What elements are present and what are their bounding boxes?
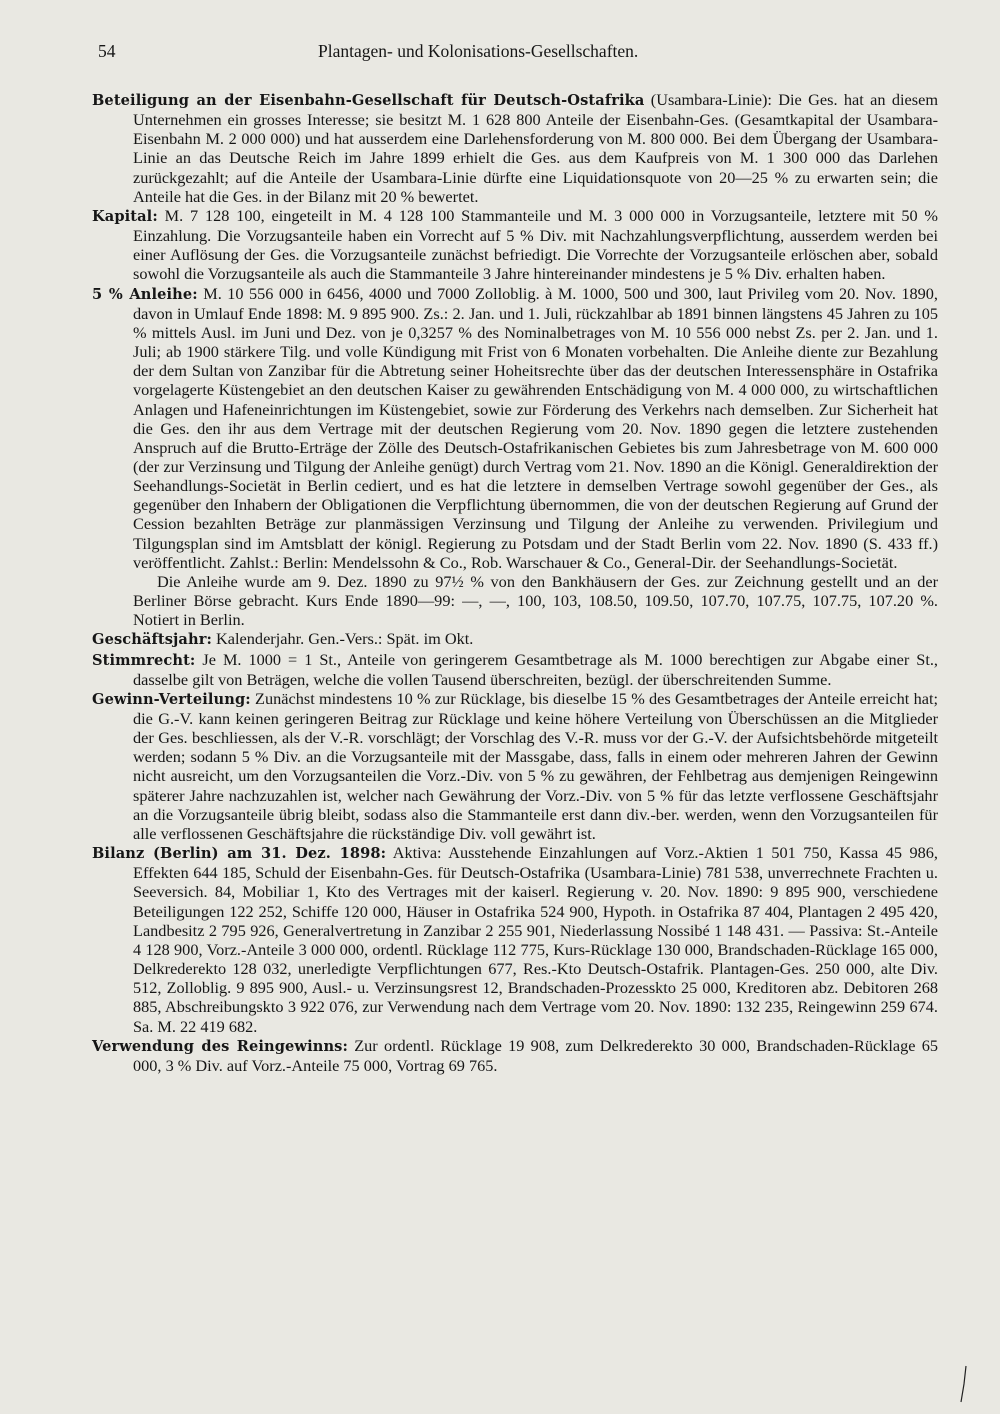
section-verwendung	[92, 1036, 938, 1075]
section-bilanz	[92, 843, 938, 1036]
section-anleihe	[92, 284, 938, 572]
running-title: Plantagen- und Kolonisations-Gesellschaften.	[318, 41, 639, 61]
section-anleihe-continuation: Die Anleihe wurde am 9. Dez. 1890 zu 97½ % von den Bankhäusern der Ges. zur Zeichnung gestellt und an der Berliner Börse gebracht. Kurs Ende 1890—99: —, —, 100, 103, 108.50, 109.50, 107.70, 107.75, 107.75, 107.20 %. Notiert in Berlin.	[133, 571, 938, 630]
section-text: Zunächst mindestens 10 % zur Rücklage, bis dieselbe 15 % des Gesamtbetrages der Anteile erreicht hat; die G.-V. kann keinen geringeren Beitrag zur Rücklage und keine höhere Verteilung von Überschüssen an die Mitglieder der Ges. beschliessen, als der V.-R. vorschlägt; der Vorschlag des V.-R. muss vor der G.-V. der Aufsichtsbehörde mitgeteilt werden; sodann 5 % Div. an die Vorzugsanteile mit der Massgabe, dass, falls in einem oder mehreren Jahren der Gewinn nicht ausreicht, um den Vorzugsanteilen die Vorz.-Div. von 5 % zu gewähren, der Fehlbetrag aus demjenigen Reingewinn späterer Jahre nachzuzahlen ist, welcher nach Gewährung der Vorz.-Div. von 5 % für das letzte verflossene Geschäftsjahr an die Vorzugsanteile übrig bleibt, sodass also die Stammanteile erst dann div.-ber. werden, wenn den Vorzugsanteilen für alle verflossenen Geschäftsjahre die rückständige Div. voll gewährt ist.	[133, 688, 938, 843]
section-text: M. 10 556 000 in 6456, 4000 und 7000 Zolloblig. à M. 1000, 500 und 300, laut Privileg vom 20. Nov. 1890, davon in Umlauf Ende 1898: M. 9 895 900. Zs.: 2. Jan. und 1. Juli, rückzahlbar ab 1891 binnen längstens 45 Jahren zu 105 % mittels Ausl. im Juni und Dez. von je 0,3257 % des Nominalbetrages von M. 10 556 000 nebst Zs. per 2. Jan. und 1. Juli; ab 1900 stärkere Tilg. und volle Kündigung mit Frist von 6 Monaten vorbehalten. Die Anleihe diente zur Bezahlung der dem Sultan von Zanzibar für die Abtretung seiner Hoheitsrechte über das der deutschen Interessensphäre in Ostafrika vorgelagerte Küstengebiet an den deutschen Kaiser zu gewährenden Entschädigung von M. 4 000 000, zu wirtschaftlichen Anlagen und Hafeneinrichtungen im Küstengebiet, sowie zur Förderung des Verkehrs nach demselben. Zur Sicherheit hat die Ges. den ihr aus dem Vertrage mit der deutschen Regierung vom 20. Nov. 1890 gegen die letztere zustehenden Anspruch auf die Brutto-Erträge der Zölle des Deutsch-Ostafrikanischen Gebietes bis zum Jahresbetrage von M. 600 000 (der zur Verzinsung und Tilgung der Anleihe genügt) durch Vertrag vom 21. Nov. 1890 an die Königl. Generaldirektion der Seehandlungs-Societät in Berlin cediert, und es hat die letztere in demselben Vertrage sowohl gegenüber der Ges., als gegenüber den Inhabern der Obligationen die Verpflichtung übernommen, die von der deutschen Regierung auf Grund der Cession bezahlten Beträge zur planmässigen Verzinsung und Tilgung der Anleihe zu verwenden. Privilegium und Tilgungsplan sind im Amtsblatt der königl. Regierung zu Potsdam und der Stadt Berlin vom 22. Nov. 1890 (S. 433 ff.) veröffentlicht. Zahlst.: Berlin: Mendelssohn & Co., Rob. Warschauer & Co., General-Dir. der Seehandlungs-Societät.	[133, 283, 938, 572]
section-stimmrecht	[92, 650, 938, 689]
section-heading: Gewinn-Verteilung:	[92, 690, 251, 708]
page-header	[98, 41, 938, 67]
section-text: Aktiva: Ausstehende Einzahlungen auf Vorz.-Aktien 1 501 750, Kassa 45 986, Effekten 644 185, Schuld der Eisenbahn-Ges. für Deutsch-Ostafrika (Usambara-Linie) 781 538, unverrechnete Frachten u. Seeversich. 84, Mobiliar 1, Kto des Vertrages mit der kaiserl. Regierung v. 20. Nov. 1890: 9 895 900, verschiedene Beteiligungen 122 252, Schiffe 120 000, Häuser in Ostafrika 524 900, Hypoth. in Ostafrika 87 404, Plantagen 2 495 420, Landbesitz 2 795 926, Generalvertretung in Zanzibar 2 255 901, Niederlassung Nossibé 1 148 431. — Passiva: St.-Anteile 4 128 900, Vorz.-Anteile 3 000 000, ordentl. Rücklage 112 775, Kurs-Rücklage 130 000, Brandschaden-Rücklage 165 000, Delkrederekto 128 032, unerledigte Verpflichtungen 677, Res.-Kto Deutsch-Ostafrik. Plantagen-Ges. 250 000, alte Div. 512, Zolloblig. 9 895 900, Ausl.- u. Verzinsungsrest 12, Brandschaden-Prozesskto 25 000, Kreditoren abz. Debitoren 268 885, Abschreibungskto 3 922 076, zur Verwendung nach dem Vertrage vom 20. Nov. 1890: 132 235, Reingewinn 259 674. Sa. M. 22 419 682.	[133, 843, 938, 1036]
section-geschaeftsjahr	[92, 629, 938, 649]
section-heading: Geschäftsjahr:	[92, 631, 212, 649]
section-beteiligung	[92, 90, 938, 206]
section-text: Zur ordentl. Rücklage 19 908, zum Delkrederekto 30 000, Brandschaden-Rücklage 65 000, 3 % Div. auf Vorz.-Anteile 75 000, Vortrag 69 765.	[133, 1035, 938, 1075]
section-heading: Stimmrecht:	[92, 651, 196, 669]
section-kapital	[92, 206, 938, 284]
section-text: (Usambara-Linie): Die Ges. hat an diesem Unternehmen ein grosses Interesse; sie besitzt M. 1 628 800 Anteile der Eisenbahn-Ges. (Gesamtkapital der Usambara-Eisenbahn M. 2 000 000) und hat ausserdem eine Darlehensforderung von M. 800 000. Bei dem Übergang der Usambara-Linie an das Deutsche Reich im Jahre 1899 erhielt die Ges. aus dem Kaufpreis von M. 1 300 000 das Darlehen zurückgezahlt; auf die Anteile der Usambara-Linie dürfte eine Liquidationsquote von 20—25 % zu erwarten sein; die Anteile hat die Ges. in der Bilanz mit 20 % bewertet.	[133, 90, 938, 206]
document-body	[92, 90, 938, 1075]
section-heading: 5 % Anleihe:	[92, 285, 198, 303]
section-text: Je M. 1000 = 1 St., Anteile von geringerem Gesamtbetrage als M. 1000 berechtigen zur Abgabe einer St., dasselbe gilt von Beträgen, welche die vollen Tausend überschreiten, bezügl. der überschreitenden Summe.	[133, 649, 938, 689]
section-gewinn-verteilung	[92, 689, 938, 843]
section-heading: Bilanz (Berlin) am 31. Dez. 1898:	[92, 845, 387, 863]
page-number: 54	[98, 41, 116, 61]
section-text: M. 7 128 100, eingeteilt in M. 4 128 100 Stammanteile und M. 3 000 000 in Vorzugsanteile, letztere mit 50 % Einzahlung. Die Vorzugsanteile haben ein Vorrecht auf 5 % Div. mit Nachzahlungsverpflichtung, ausserdem werden bei einer Auflösung der Ges. die Vorzugsanteile zunächst befriedigt. Die Vorrechte der Vorzugsanteile erlöschen aber, sobald sowohl die Vorzugsanteile als auch die Stammanteile 3 Jahre hintereinander mindestens je 5 % Div. erhalten haben.	[133, 205, 938, 284]
section-heading: Beteiligung an der Eisenbahn-Gesellschaft für Deutsch-Ostafrika	[92, 92, 645, 109]
margin-pencil-mark-icon	[958, 1364, 970, 1404]
section-text: Kalenderjahr. Gen.-Vers.: Spät. im Okt.	[211, 629, 474, 649]
section-heading: Verwendung des Reingewinns:	[92, 1037, 348, 1055]
section-heading: Kapital:	[92, 207, 158, 225]
